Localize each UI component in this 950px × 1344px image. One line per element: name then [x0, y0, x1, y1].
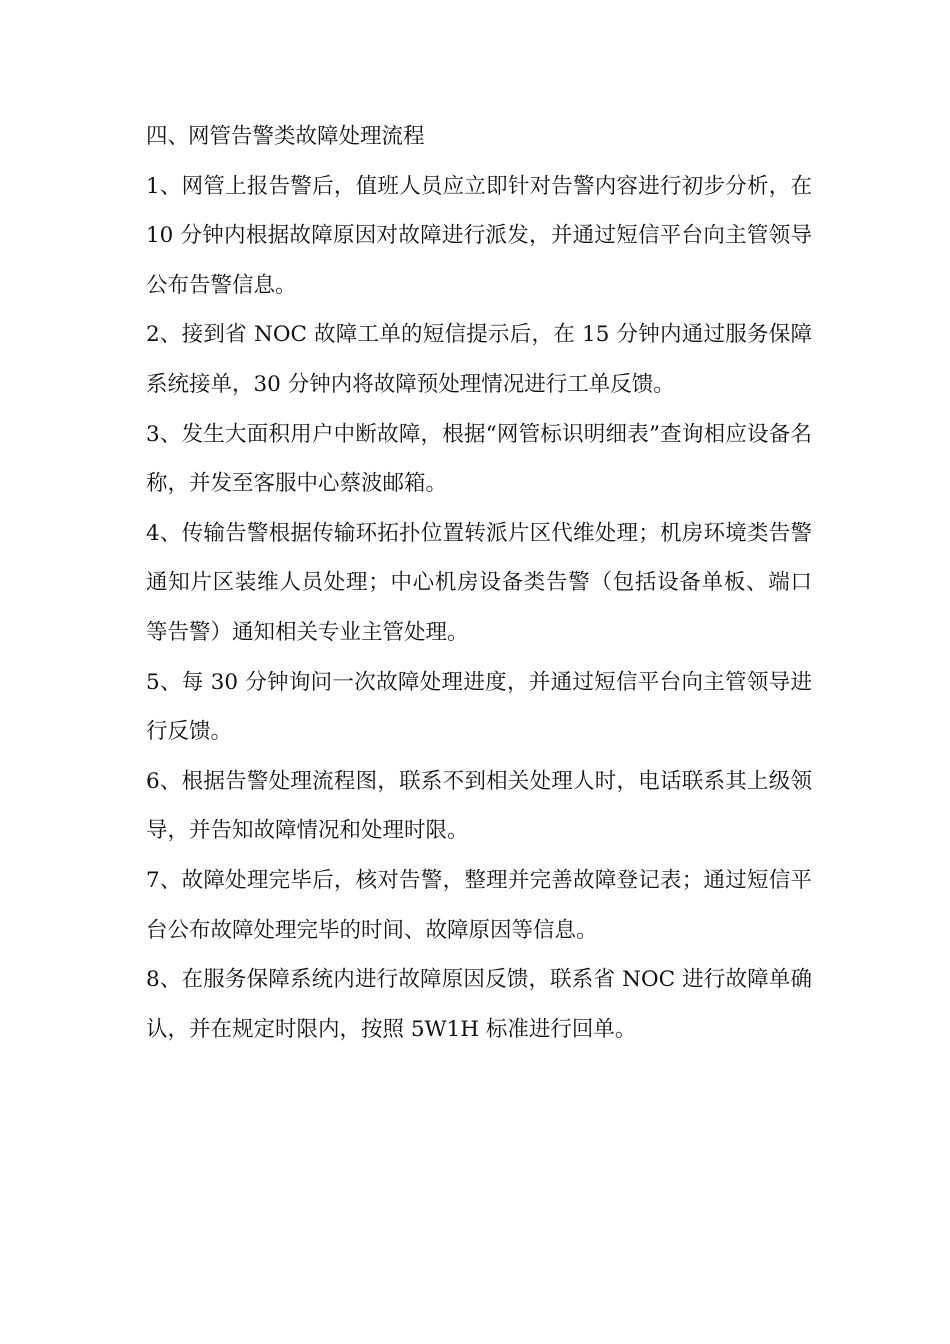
- step-5: 5、每 30 分钟询问一次故障处理进度，并通过短信平台向主管领导进行反馈。: [146, 669, 812, 745]
- document-page: [146, 112, 812, 1054]
- step-1: 1、网管上报告警后，值班人员应立即针对告警内容进行初步分析，在 10 分钟内根据故障原因对故障进行派发，并通过短信平台向主管领导公布告警信息。: [146, 173, 812, 298]
- section-title: 网管告警类故障处理流程: [188, 124, 425, 149]
- step-2: 2、接到省 NOC 故障工单的短信提示后，在 15 分钟内通过服务保障系统接单，30 分钟内将故障预处理情况进行工单反馈。: [146, 322, 812, 397]
- section-heading: [146, 112, 812, 162]
- step-4: 4、传输告警根据传输环拓扑位置转派片区代维处理；机房环境类告警通知片区装维人员处理；中心机房设备类告警（包括设备单板、端口等告警）通知相关专业主管处理。: [146, 520, 812, 645]
- step-6: 6、根据告警处理流程图，联系不到相关处理人时，电话联系其上级领导，并告知故障情况和处理时限。: [146, 768, 812, 844]
- section-number: 四、: [146, 124, 190, 149]
- step-7: 7、故障处理完毕后，核对告警，整理并完善故障登记表；通过短信平台公布故障处理完毕的时间、故障原因等信息。: [146, 867, 812, 943]
- step-8: 8、在服务保障系统内进行故障原因反馈，联系省 NOC 进行故障单确认，并在规定时限内，按照 5W1H 标准进行回单。: [146, 967, 812, 1042]
- step-3: 3、发生大面积用户中断故障，根据“网管标识明细表”查询相应设备名称，并发至客服中心蔡波邮箱。: [146, 421, 812, 497]
